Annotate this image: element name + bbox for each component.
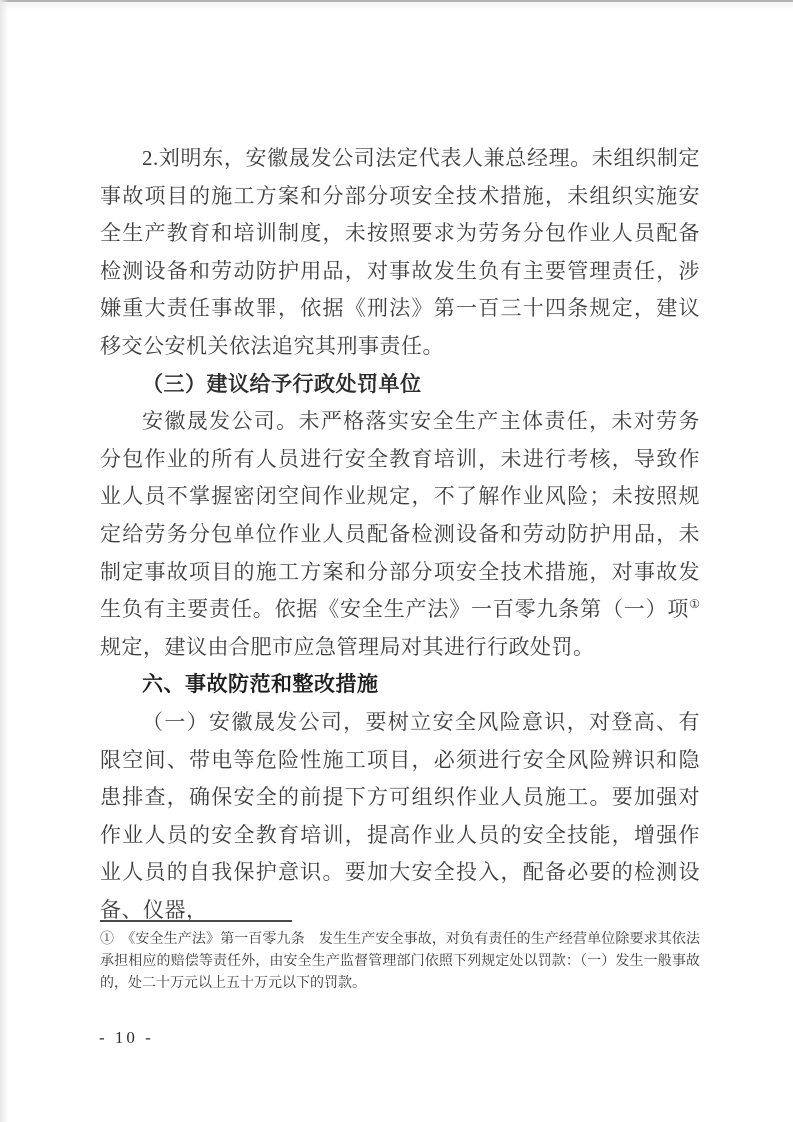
- footnote-separator-rule: [100, 920, 292, 922]
- paragraph-company-admin-penalty: [100, 403, 700, 666]
- paragraph-company-admin-penalty-text: 安徽晟发公司。未严格落实安全生产主体责任，未对劳务分包作业的所有人员进行安全教育培训，未进行考核，导致作业人员不掌握密闭空间作业规定，不了解作业风险；未按照规定给劳务分包单位作业人员配备检测设备和劳动防护用品，未制定事故项目的施工方案和分部分项安全技术措施，对事故发生负有主要责任。依据《安全生产法》一百零九条第（一）项: [100, 409, 700, 622]
- footnote-reference-mark: ①: [689, 597, 700, 612]
- page-left-edge: [0, 0, 8, 1122]
- page-number: - 10 -: [99, 1028, 154, 1047]
- footnote-section: [100, 920, 700, 995]
- heading-admin-penalty-unit: （三）建议给予行政处罚单位: [142, 371, 422, 396]
- paragraph-prevention-company: （一）安徽晟发公司，要树立安全风险意识，对登高、有限空间、带电等危险性施工项目，必须进行安全风险辨识和隐患排查，确保安全的前提下方可组织作业人员施工。要加强对作业人员的安全教育培训，提高作业人员的安全技能，增强作业人员的自我保护意识。要加大安全投入，配备必要的检测设备、仪器，: [100, 709, 700, 922]
- document-body: [100, 140, 700, 929]
- heading-accident-prevention-measures: 六、事故防范和整改措施: [142, 673, 379, 697]
- page-top-edge-shadow: [0, 2, 793, 10]
- paragraph-liu-mingdong-criminal-liability: 2.刘明东，安徽晟发公司法定代表人兼总经理。未组织制定事故项目的施工方案和分部分项安全技术措施，未组织实施安全生产教育和培训制度，未按照要求为劳务分包作业人员配备检测设备和劳动防护用品，对事故发生负有主要管理责任，涉嫌重大责任事故罪，依据《刑法》第一百三十四条规定，建议移交公安机关依法追究其刑事责任。: [100, 146, 700, 358]
- footnote-text: ① 《安全生产法》第一百零九条 发生生产安全事故，对负有责任的生产经营单位除要求其依法承担相应的赔偿等责任外，由安全生产监督管理部门依照下列规定处以罚款：（一）发生一般事故的，处二十万元以上五十万元以下的罚款。: [100, 932, 700, 991]
- paragraph-company-admin-penalty-continuation: 规定，建议由合肥市应急管理局对其进行行政处罚。: [100, 634, 595, 659]
